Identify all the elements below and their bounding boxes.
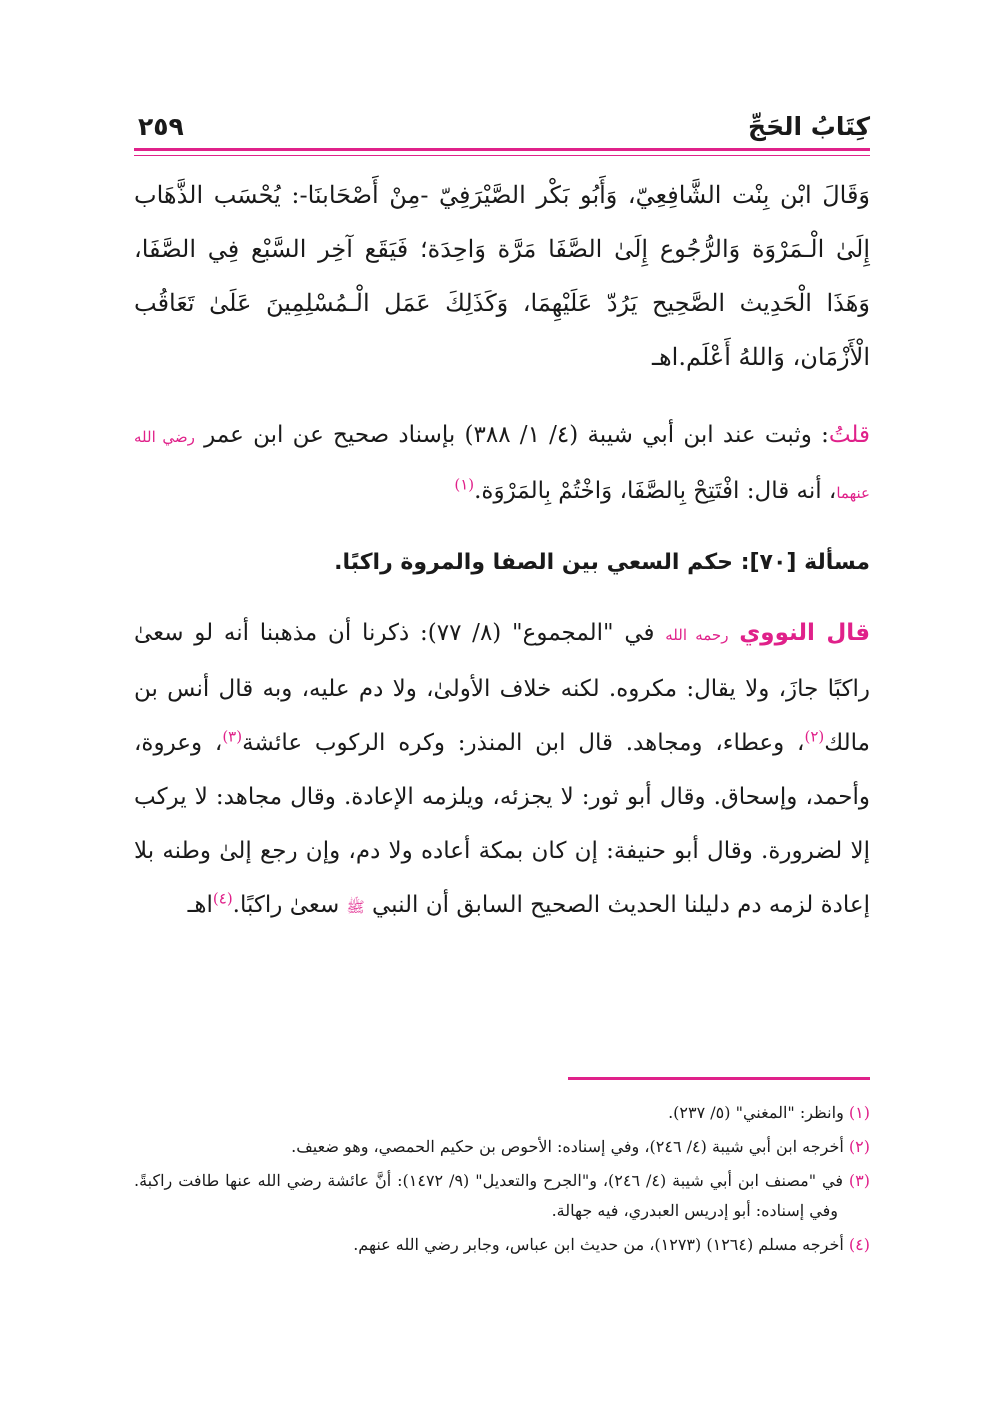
- footnote-ref-1[interactable]: (١): [454, 475, 475, 494]
- footnote-ref-4[interactable]: (٤): [212, 889, 233, 908]
- issue-title: حكم السعي بين الصفا والمروة راكبًا.: [334, 550, 734, 575]
- footnote-text: وانظر: "المغني" (٥/ ٢٣٧).: [668, 1103, 844, 1122]
- footnote-number: (٣): [848, 1171, 871, 1190]
- nawawi-paragraph: [134, 606, 870, 934]
- nawawi-text-3: ، وعروة، وأحمد، وإسحاق. وقال أبو ثور: لا يجزئه، ويلزمه الإعادة. وقال مجاهد: لا يركب إلا لضرورة. وقال أبو حنيفة: إن كان بمكة أعاده ولا دم، وإن رجع إلىٰ وطنه بلا إعادة لزمه دم دليلنا الحديث الصحيح السابق أن النبي: [134, 730, 870, 918]
- footnote-text: أخرجه مسلم (١٢٦٤) (١٢٧٣)، من حديث ابن عباس، وجابر رضي الله عنهم.: [353, 1235, 844, 1254]
- footnote-number: (٢): [848, 1137, 870, 1156]
- qult-text-2: ، أنه قال: افْتَتِحْ بِالصَّفَا، وَاخْتُمْ بِالمَرْوَة.: [474, 478, 837, 504]
- qult-text-1: : وثبت عند ابن أبي شيبة (٤/ ١/ ٣٨٨) بإسناد صحيح عن ابن عمر: [194, 422, 829, 448]
- footnotes: [134, 1098, 870, 1264]
- scholar-name: قال النووي: [739, 620, 870, 646]
- qult-paragraph: [134, 408, 870, 520]
- qult-label: قلتُ: [828, 422, 871, 448]
- honorific-mark: رضي الله عنهما: [134, 428, 870, 502]
- issue-heading: [134, 538, 870, 588]
- footnote-ref-3[interactable]: (٣): [222, 727, 243, 746]
- footnote-text: أخرجه ابن أبي شيبة (٤/ ٢٤٦)، وفي إسناده: الأحوص بن حكيم الحمصي، وهو ضعيف.: [291, 1137, 844, 1156]
- footnote-item: [134, 1166, 870, 1226]
- nawawi-text-1: في "المجموع" (٨/ ٧٧): ذكرنا أن مذهبنا أنه لو سعىٰ راكبًا جازَ، ولا يقال: مكروه. لكنه خلاف الأولىٰ، ولا دم عليه، وبه قال أنس بن مالك: [134, 620, 870, 756]
- footnote-item: [134, 1132, 870, 1162]
- main-content: [134, 168, 870, 934]
- prophet-honorific-mark: ﷺ: [346, 898, 365, 916]
- footnote-number: (٤): [848, 1235, 870, 1254]
- footnote-ref-2[interactable]: (٢): [804, 727, 825, 746]
- nawawi-text-4: سعىٰ راكبًا.: [232, 892, 347, 918]
- footnote-text: في "مصنف ابن أبي شيبة (٤/ ٢٤٦)، و"الجرح والتعديل" (٩/ ١٤٧٢): أنَّ عائشة رضي الله عنها طافت راكبةً. وفي إسناده: أبو إدريس العبدري، فيه جهالة.: [134, 1171, 843, 1220]
- honorific-mark: رحمه الله: [665, 626, 729, 644]
- footnote-number: (١): [848, 1103, 870, 1122]
- issue-label: مسألة [٧٠]:: [740, 550, 870, 575]
- footnote-separator: [568, 1077, 870, 1080]
- quoted-passage: وَقَالَ ابْن بِنْت الشَّافِعِيّ، وَأَبُو بَكْر الصَّيْرَفِيّ -مِنْ أَصْحَابنَا-: يُحْسَب الذَّهَاب إِلَىٰ الْـمَرْوَة وَالرُّجُوع إِلَىٰ الصَّفَا مَرَّة وَاحِدَة؛ فَيَقَع آخِر السَّبْع فِي الصَّفَا، وَهَذَا الْحَدِيث الصَّحِيح يَرُدّ عَلَيْهِمَا، وَكَذَلِكَ عَمَل الْـمُسْلِمِينَ عَلَىٰ تَعَاقُب الْأَزْمَان، وَاللهُ أَعْلَم.اهـ: [134, 181, 870, 371]
- footnote-item: [134, 1098, 870, 1128]
- page-number: ٢٥٩: [138, 112, 184, 141]
- book-title: كِتَابُ الحَجِّ: [748, 112, 870, 141]
- header-rule-thin: [134, 155, 870, 156]
- nawawi-end: اهـ: [187, 892, 213, 918]
- running-header: [138, 112, 870, 148]
- footnote-item: [134, 1230, 870, 1260]
- header-rule-thick: [134, 148, 870, 151]
- nawawi-text-2: ، وعطاء، ومجاهد. قال ابن المنذر: وكره الركوب عائشة: [242, 730, 805, 756]
